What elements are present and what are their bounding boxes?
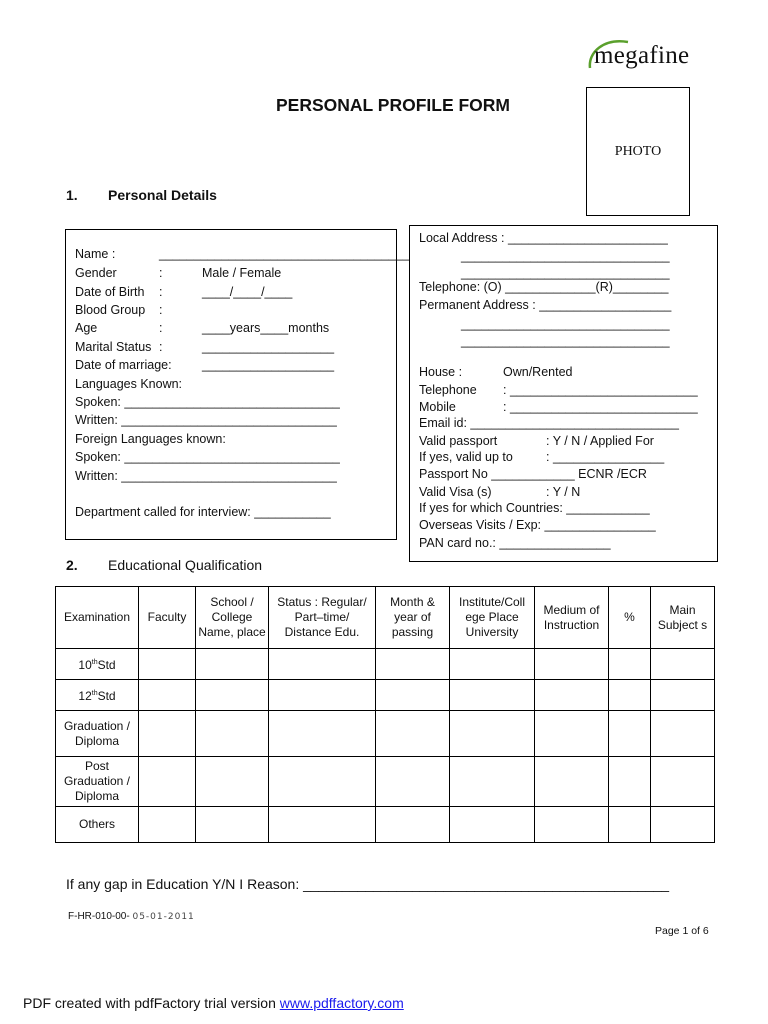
- header-institute: Institute/Coll ege Place University: [450, 587, 535, 649]
- permanent-address-field[interactable]: Permanent Address : ___________________: [419, 298, 672, 312]
- section-1-number: 1.: [66, 187, 78, 203]
- age-colon: :: [159, 321, 163, 335]
- table-cell[interactable]: [376, 680, 450, 711]
- table-cell[interactable]: [196, 711, 269, 757]
- local-address-line-3[interactable]: ______________________________: [461, 266, 670, 280]
- table-cell[interactable]: [139, 711, 196, 757]
- row-label-others: Others: [56, 807, 139, 843]
- header-passing-year: Month & year of passing: [376, 587, 450, 649]
- row-label-12th: 12thStd: [56, 680, 139, 711]
- table-cell[interactable]: [651, 649, 715, 680]
- marriage-date-label: Date of marriage:: [75, 358, 172, 372]
- form-code-text: F-HR-010-00-: [68, 911, 130, 922]
- table-cell[interactable]: [376, 649, 450, 680]
- personal-details-box: [65, 229, 410, 540]
- table-cell[interactable]: [535, 680, 609, 711]
- education-table: [55, 586, 715, 843]
- visa-countries-field[interactable]: If yes for which Countries: ____________: [419, 501, 650, 515]
- local-address-line-2[interactable]: ______________________________: [461, 249, 670, 263]
- table-cell[interactable]: [651, 680, 715, 711]
- pdf-footer: [23, 995, 404, 1011]
- table-cell[interactable]: [450, 757, 535, 807]
- table-cell[interactable]: [139, 757, 196, 807]
- section-2-number: 2.: [66, 557, 78, 573]
- header-examination: Examination: [56, 587, 139, 649]
- table-cell[interactable]: [139, 649, 196, 680]
- table-cell[interactable]: [450, 807, 535, 843]
- table-cell[interactable]: [269, 649, 376, 680]
- row-label-10th: 10thStd: [56, 649, 139, 680]
- table-cell[interactable]: [450, 680, 535, 711]
- table-cell[interactable]: [609, 680, 651, 711]
- table-cell[interactable]: [196, 757, 269, 807]
- dob-colon: :: [159, 285, 163, 299]
- header-school: School / College Name, place: [196, 587, 269, 649]
- visa-label: Valid Visa (s): [419, 485, 492, 499]
- passport-label: Valid passport: [419, 434, 498, 448]
- table-cell[interactable]: [651, 807, 715, 843]
- table-cell[interactable]: [450, 649, 535, 680]
- permanent-address-line-2[interactable]: ______________________________: [461, 317, 670, 331]
- passport-validity-label: If yes, valid up to: [419, 450, 513, 464]
- footer-text: PDF created with pdfFactory trial version: [23, 995, 280, 1011]
- telephone-2-field[interactable]: : ___________________________: [503, 383, 698, 397]
- table-cell[interactable]: [139, 680, 196, 711]
- telephone-field[interactable]: Telephone: (O) _____________(R)________: [419, 280, 669, 294]
- table-row: [56, 807, 715, 843]
- page-title: PERSONAL PROFILE FORM: [276, 95, 510, 115]
- department-field[interactable]: Department called for interview: ___________: [75, 505, 331, 519]
- table-cell[interactable]: [535, 711, 609, 757]
- table-cell[interactable]: [535, 757, 609, 807]
- mobile-field[interactable]: : ___________________________: [503, 400, 698, 414]
- pdffactory-link[interactable]: www.pdffactory.com: [279, 995, 404, 1011]
- logo-text: megafine: [594, 42, 690, 69]
- foreign-spoken-field[interactable]: Spoken: _______________________________: [75, 450, 340, 464]
- photo-box: [586, 87, 690, 216]
- page-number: Page 1 of 6: [655, 925, 709, 937]
- table-cell[interactable]: [651, 711, 715, 757]
- passport-validity-field[interactable]: : ________________: [546, 450, 665, 464]
- table-cell[interactable]: [376, 757, 450, 807]
- row-label-graduation: Graduation / Diploma: [56, 711, 139, 757]
- header-percent: %: [609, 587, 651, 649]
- table-cell[interactable]: [196, 649, 269, 680]
- table-cell[interactable]: [376, 711, 450, 757]
- table-cell[interactable]: [376, 807, 450, 843]
- telephone-label: Telephone: [419, 383, 477, 397]
- dob-field[interactable]: ____/____/____: [202, 285, 293, 299]
- header-faculty: Faculty: [139, 587, 196, 649]
- dob-label: Date of Birth: [75, 285, 145, 299]
- address-details-box: [409, 225, 718, 562]
- table-cell[interactable]: [139, 807, 196, 843]
- pan-card-field[interactable]: PAN card no.: ________________: [419, 536, 611, 550]
- form-code: [68, 911, 195, 922]
- table-cell[interactable]: [535, 649, 609, 680]
- marriage-date-field[interactable]: ___________________: [202, 358, 335, 372]
- table-row: [56, 757, 715, 807]
- table-header-row: [56, 587, 715, 649]
- written-field[interactable]: Written: _______________________________: [75, 413, 337, 427]
- header-medium: Medium of Instruction: [535, 587, 609, 649]
- mobile-label: Mobile: [419, 400, 456, 414]
- foreign-languages-label: Foreign Languages known:: [75, 432, 226, 446]
- table-cell[interactable]: [269, 680, 376, 711]
- header-status: Status : Regular/ Part–time/ Distance Edu.: [269, 587, 376, 649]
- house-options[interactable]: Own/Rented: [503, 365, 573, 379]
- languages-known-label: Languages Known:: [75, 377, 183, 391]
- house-label: House :: [419, 365, 463, 379]
- table-row: [56, 649, 715, 680]
- age-field[interactable]: ____years____months: [202, 321, 330, 335]
- passport-number-field[interactable]: Passport No ____________ ECNR /ECR: [419, 467, 647, 481]
- blood-group-label: Blood Group: [75, 303, 146, 317]
- foreign-written-field[interactable]: Written: _______________________________: [75, 469, 337, 483]
- gender-label: Gender: [75, 266, 117, 280]
- table-cell[interactable]: [609, 649, 651, 680]
- local-address-field[interactable]: Local Address : _______________________: [419, 231, 668, 245]
- table-cell[interactable]: [269, 807, 376, 843]
- gender-colon: :: [159, 266, 163, 280]
- handwritten-date: 05-01-2011: [132, 912, 195, 922]
- table-cell[interactable]: [269, 757, 376, 807]
- table-cell[interactable]: [196, 680, 269, 711]
- spoken-field[interactable]: Spoken: _______________________________: [75, 395, 340, 409]
- marital-status-field[interactable]: ___________________: [202, 340, 335, 354]
- age-label: Age: [75, 321, 98, 335]
- visa-options[interactable]: : Y / N: [546, 485, 581, 499]
- table-cell[interactable]: [609, 711, 651, 757]
- overseas-visits-field[interactable]: Overseas Visits / Exp: ________________: [419, 518, 656, 532]
- table-cell[interactable]: [609, 757, 651, 807]
- gender-options[interactable]: Male / Female: [202, 266, 282, 280]
- row-label-post-graduation: Post Graduation / Diploma: [56, 757, 139, 807]
- table-cell[interactable]: [450, 711, 535, 757]
- header-main-subjects: Main Subject s: [651, 587, 715, 649]
- table-cell[interactable]: [535, 807, 609, 843]
- photo-label: PHOTO: [614, 143, 662, 159]
- section-1-title: Personal Details: [108, 187, 217, 203]
- marital-status-label: Marital Status: [75, 340, 152, 354]
- section-2-title: Educational Qualification: [108, 557, 263, 573]
- permanent-address-line-3[interactable]: ______________________________: [461, 334, 670, 348]
- table-cell[interactable]: [651, 757, 715, 807]
- blood-group-colon: :: [159, 303, 163, 317]
- table-cell[interactable]: [269, 711, 376, 757]
- passport-options[interactable]: : Y / N / Applied For: [546, 434, 654, 448]
- education-gap-field[interactable]: If any gap in Education Y/N I Reason: _______________________________________________: [66, 876, 670, 892]
- table-row: [56, 711, 715, 757]
- email-field[interactable]: Email id: ______________________________: [419, 416, 679, 430]
- table-cell[interactable]: [609, 807, 651, 843]
- marital-status-colon: :: [159, 340, 163, 354]
- table-cell[interactable]: [196, 807, 269, 843]
- table-row: [56, 680, 715, 711]
- company-logo: [584, 38, 704, 78]
- name-label: Name :: [75, 247, 116, 261]
- name-field[interactable]: ____________________________________: [159, 247, 410, 261]
